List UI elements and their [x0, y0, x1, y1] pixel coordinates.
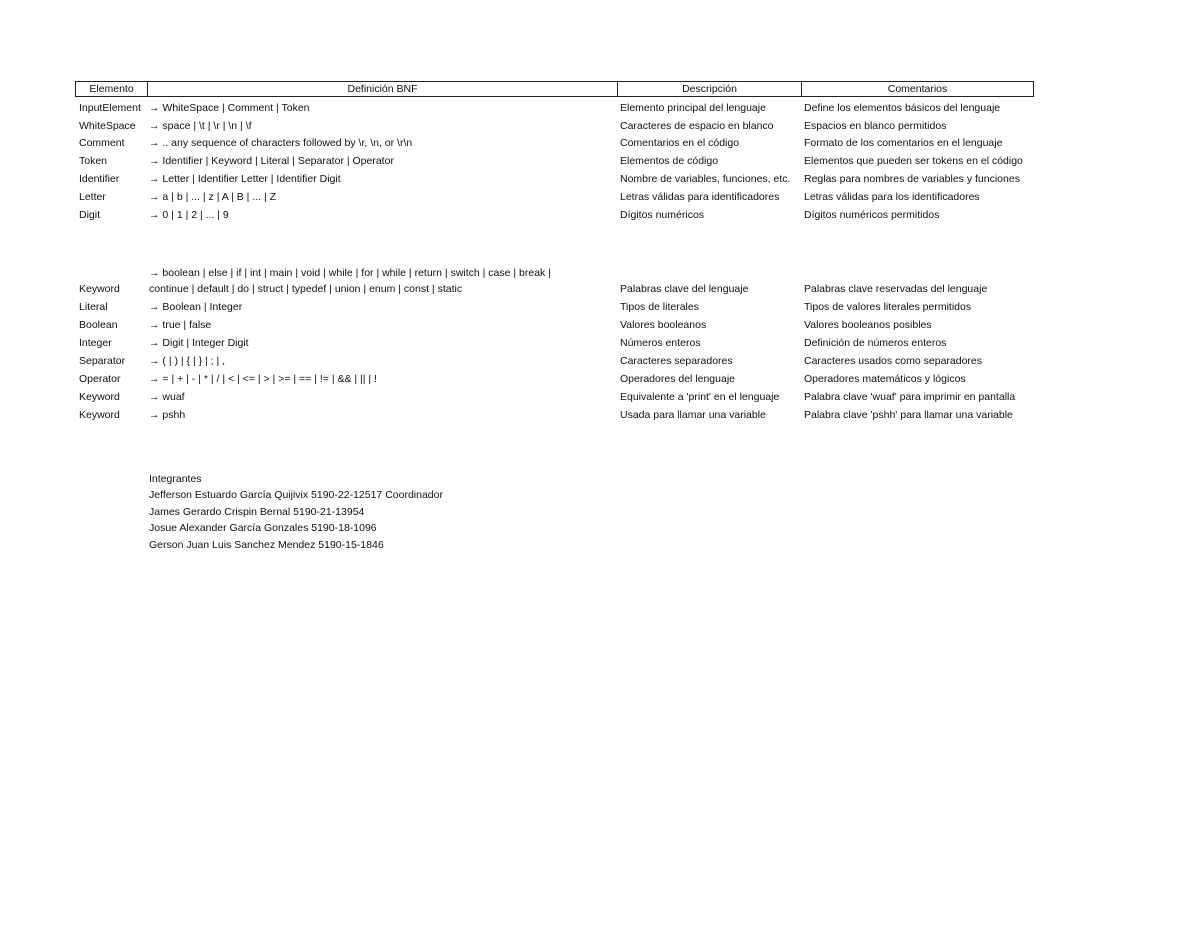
cell-descripcion: Usada para llamar una variable: [620, 409, 766, 421]
header-descripcion: Descripción: [618, 82, 802, 96]
cell-elemento: Literal: [79, 301, 108, 313]
cell-comentario: Reglas para nombres de variables y funciones: [804, 173, 1020, 185]
cell-elemento: Integer: [79, 337, 112, 349]
cell-descripcion: Elemento principal del lenguaje: [620, 102, 766, 114]
cell-descripcion: Caracteres de espacio en blanco: [620, 120, 774, 132]
cell-comentario: Palabras clave reservadas del lenguaje: [804, 283, 988, 295]
cell-comentario: Espacios en blanco permitidos: [804, 120, 947, 132]
cell-descripcion: Números enteros: [620, 337, 701, 349]
cell-definicion: → WhiteSpace | Comment | Token: [149, 102, 310, 114]
team-member: Jefferson Estuardo García Quijivix 5190-22-12517 Coordinador: [149, 489, 443, 502]
cell-definicion: → .. any sequence of characters followed by \r, \n, or \r\n: [149, 137, 413, 149]
cell-comentario: Definición de números enteros: [804, 337, 947, 349]
cell-comentario: Palabra clave 'pshh' para llamar una variable: [804, 409, 1013, 421]
team-member: James Gerardo Crispin Bernal 5190-21-13954: [149, 505, 365, 518]
cell-descripcion: Valores booleanos: [620, 319, 707, 331]
cell-definicion: → a | b | ... | z | A | B | ... | Z: [149, 191, 277, 203]
header-definicion-bnf: Definición BNF: [148, 82, 618, 96]
cell-descripcion: Caracteres separadores: [620, 355, 733, 367]
cell-elemento: Letter: [79, 191, 106, 203]
team-member: Josue Alexander García Gonzales 5190-18-1096: [149, 522, 377, 535]
cell-comentario: Palabra clave 'wuaf' para imprimir en pantalla: [804, 391, 1016, 403]
cell-definicion-line1: → boolean | else | if | int | main | void | while | for | while | return | switch | case | break |: [149, 267, 551, 279]
cell-comentario: Define los elementos básicos del lenguaje: [804, 102, 1001, 114]
cell-elemento: Token: [79, 155, 108, 167]
team-title: Integrantes: [149, 473, 202, 485]
cell-descripcion: Dígitos numéricos: [620, 209, 705, 221]
cell-elemento: Comment: [79, 137, 125, 149]
cell-definicion: → 0 | 1 | 2 | ... | 9: [149, 209, 229, 221]
cell-definicion: → Digit | Integer Digit: [149, 337, 249, 349]
cell-definicion: → Identifier | Keyword | Literal | Separator | Operator: [149, 155, 394, 167]
cell-definicion-line2: continue | default | do | struct | typedef | union | enum | const | static: [149, 283, 463, 295]
cell-definicion: → Boolean | Integer: [149, 301, 243, 313]
cell-elemento: Keyword: [79, 409, 120, 421]
header-comentarios: Comentarios: [887, 83, 948, 95]
cell-comentario: Letras válidas para los identificadores: [804, 191, 980, 203]
team-members: [149, 471, 443, 553]
cell-elemento: Separator: [79, 355, 126, 367]
cell-elemento: Keyword: [79, 391, 120, 403]
cell-elemento: WhiteSpace: [79, 120, 136, 132]
cell-definicion: → Letter | Identifier Letter | Identifier Digit: [149, 173, 341, 185]
cell-descripcion: Equivalente a 'print' en el lenguaje: [620, 391, 780, 403]
cell-comentario: Tipos de valores literales permitidos: [804, 301, 972, 313]
cell-comentario: Caracteres usados como separadores: [804, 355, 983, 367]
cell-descripcion: Letras válidas para identificadores: [620, 191, 780, 203]
cell-comentario: Valores booleanos posibles: [804, 319, 932, 331]
cell-descripcion: Operadores del lenguaje: [620, 373, 735, 385]
cell-descripcion: Nombre de variables, funciones, etc.: [620, 173, 791, 185]
cell-elemento: Identifier: [79, 173, 120, 185]
cell-definicion: → wuaf: [149, 391, 185, 403]
cell-definicion: → ( | ) | { | } | ; | ,: [149, 355, 226, 367]
cell-elemento: Operator: [79, 373, 121, 385]
table-header: [75, 81, 1034, 97]
cell-elemento: Boolean: [79, 319, 118, 331]
cell-elemento: Keyword: [79, 283, 120, 295]
cell-comentario: Formato de los comentarios en el lenguaje: [804, 137, 1003, 149]
cell-descripcion: Elementos de código: [620, 155, 719, 167]
cell-descripcion: Tipos de literales: [620, 301, 699, 313]
cell-definicion: → space | \t | \r | \n | \f: [149, 120, 252, 132]
cell-descripcion: Palabras clave del lenguaje: [620, 283, 749, 295]
cell-definicion: → = | + | - | * | / | < | <= | > | >= | == | != | && | || | !: [149, 373, 377, 385]
cell-definicion: → pshh: [149, 409, 186, 421]
cell-elemento: InputElement: [79, 102, 141, 114]
cell-elemento: Digit: [79, 209, 101, 221]
cell-definicion: → true | false: [149, 319, 212, 331]
cell-comentario: Operadores matemáticos y lógicos: [804, 373, 966, 385]
team-member: Gerson Juan Luis Sanchez Mendez 5190-15-1846: [149, 538, 384, 551]
header-elemento: Elemento: [76, 82, 148, 96]
cell-descripcion: Comentarios en el código: [620, 137, 740, 149]
cell-comentario: Elementos que pueden ser tokens en el código: [804, 155, 1023, 167]
cell-comentario: Dígitos numéricos permitidos: [804, 209, 940, 221]
